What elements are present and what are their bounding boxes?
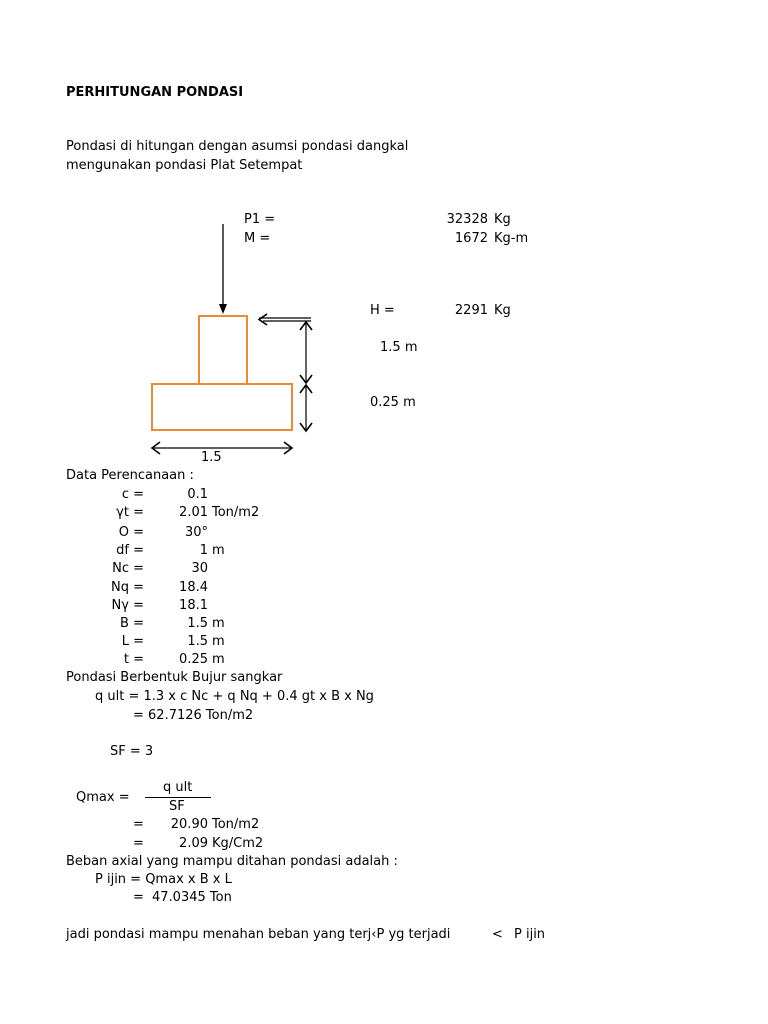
qmax-value-1: 20.90 [170, 817, 208, 832]
shape-heading: Pondasi Berbentuk Bujur sangkar [66, 670, 283, 685]
horizontal-load-arrowhead [259, 314, 267, 325]
param-label: B = [120, 616, 144, 631]
param-unit: m [212, 616, 225, 631]
qult-result: = 62.7126 Ton/m2 [133, 708, 254, 723]
base-thickness-label: 0.25 m [370, 395, 416, 410]
h-unit: Kg [494, 303, 511, 318]
vertical-load-arrowhead [219, 304, 227, 314]
p1-unit: Kg [494, 212, 511, 227]
param-label: Nγ = [111, 598, 144, 613]
qmax-eq-2: = [133, 836, 144, 851]
param-value: 0.25 [179, 652, 208, 667]
fraction-bar [145, 797, 211, 798]
param-value: 1.5 [187, 634, 208, 649]
param-value: 18.1 [179, 598, 208, 613]
param-value: 1 [199, 543, 208, 558]
m-unit: Kg-m [494, 231, 529, 246]
param-label: O = [118, 525, 144, 540]
param-value: 1.5 [187, 616, 208, 631]
page-title: PERHITUNGAN PONDASI [66, 85, 244, 100]
pijin-eq: = [133, 890, 144, 905]
param-unit: m [212, 652, 225, 667]
column-height-label: 1.5 m [380, 340, 418, 355]
safety-factor: SF = 3 [110, 744, 154, 759]
qmax-numerator: q ult [163, 780, 193, 795]
m-value: 1672 [454, 231, 488, 246]
param-label: L = [121, 634, 144, 649]
conclusion-tail: P ijin [514, 927, 546, 942]
intro-line-2: mengunakan pondasi Plat Setempat [66, 158, 303, 173]
h-label: H = [370, 303, 395, 318]
pijin-formula: P ijin = Qmax x B x L [95, 872, 232, 887]
param-value: 2.01 [179, 505, 208, 520]
param-value: 30° [184, 525, 208, 540]
qult-formula: q ult = 1.3 x c Nc + q Nq + 0.4 gt x B x Ng [95, 689, 374, 704]
intro-line-1: Pondasi di hitungan dengan asumsi pondasi dangkal [66, 139, 409, 154]
param-label: c = [121, 487, 144, 502]
column-outline [199, 316, 247, 384]
param-label: t = [123, 652, 144, 667]
qmax-eq-1: = [133, 817, 144, 832]
p1-value: 32328 [446, 212, 488, 227]
param-label: df = [116, 543, 144, 558]
param-value: 18.4 [179, 580, 208, 595]
qmax-label: Qmax = [76, 790, 130, 805]
param-unit: m [212, 543, 225, 558]
footing-outline [152, 384, 292, 430]
param-value: 0.1 [187, 487, 208, 502]
qmax-denominator: SF [169, 799, 185, 814]
param-label: Nc = [112, 561, 144, 576]
qmax-value-2: 2.09 [179, 836, 208, 851]
base-width-label: 1.5 [201, 450, 222, 465]
param-label: γt = [116, 505, 144, 520]
param-value: 30 [191, 561, 208, 576]
qmax-unit-2: Kg/Cm2 [212, 836, 264, 851]
pijin-value: 47.0345 Ton [152, 890, 232, 905]
p1-label: P1 = [244, 212, 276, 227]
param-unit: Ton/m2 [212, 505, 260, 520]
conclusion-symbol: < [492, 927, 503, 942]
qmax-unit-1: Ton/m2 [212, 817, 260, 832]
m-label: M = [244, 231, 271, 246]
param-unit: m [212, 634, 225, 649]
param-label: Nq = [110, 580, 144, 595]
data-heading: Data Perencanaan : [66, 468, 194, 483]
conclusion-text: jadi pondasi mampu menahan beban yang terj‹P yg terjadi [66, 927, 451, 942]
axial-heading: Beban axial yang mampu ditahan pondasi adalah : [66, 854, 398, 869]
h-value: 2291 [454, 303, 488, 318]
